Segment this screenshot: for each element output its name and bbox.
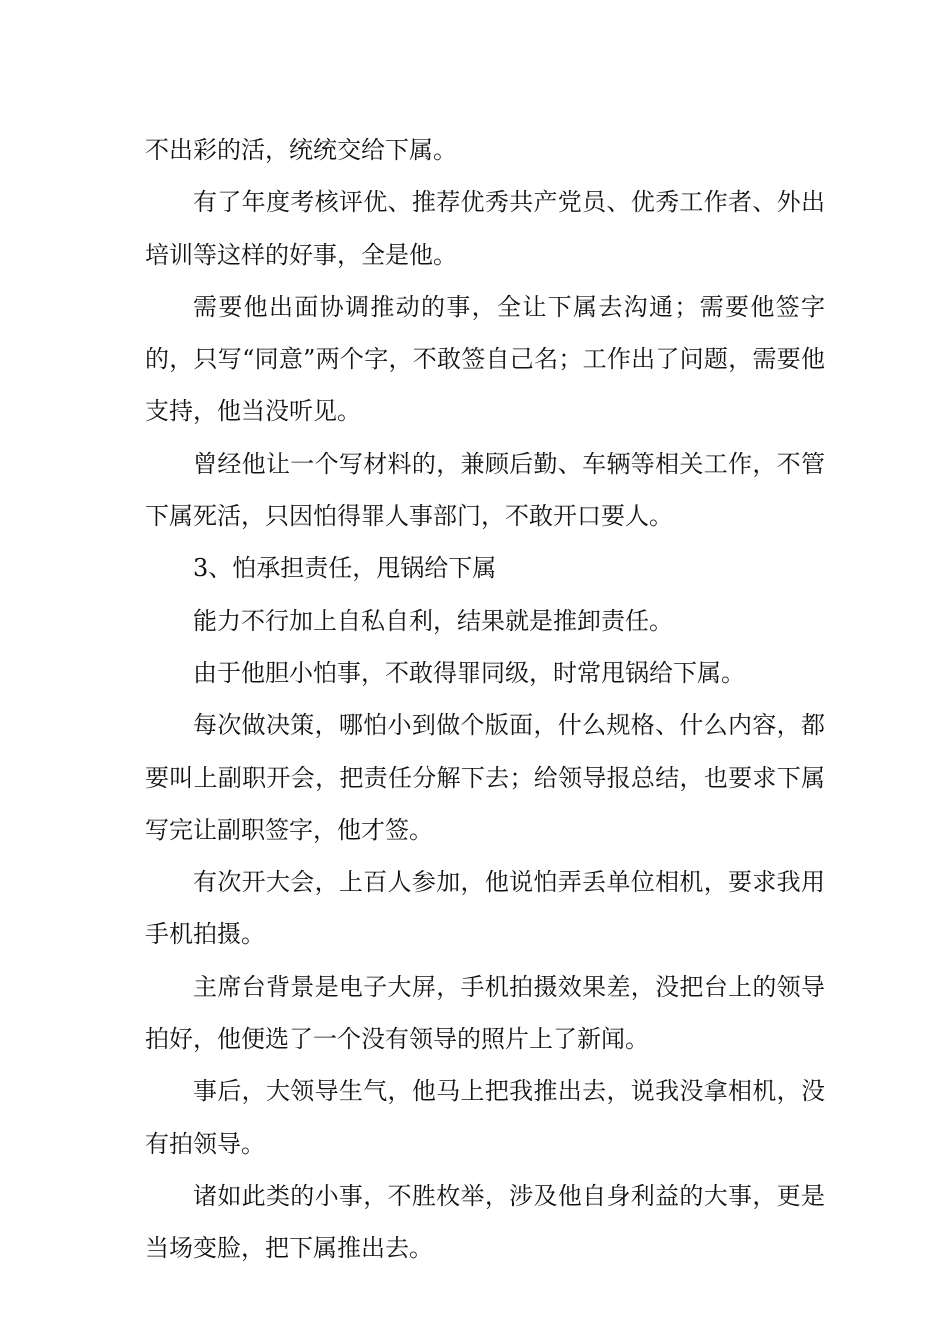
paragraph-continuation: 不出彩的活，统统交给下属。 — [145, 136, 457, 164]
paragraph: 主席台背景是电子大屏，手机拍摄效果差，没把台上的领导拍好，他便选了一个没有领导的照片上了新闻。 — [145, 972, 825, 1054]
paragraph: 能力不行加上自私自利，结果就是推卸责任。 — [193, 606, 673, 635]
paragraph: 由于他胆小怕事，不敢得罪同级，时常甩锅给下属。 — [193, 658, 745, 687]
section-heading: 3、怕承担责任，甩锅给下属 — [193, 554, 497, 583]
paragraph: 有次开大会，上百人参加，他说怕弄丢单位相机，要求我用手机拍摄。 — [145, 868, 825, 949]
paragraph: 事后，大领导生气，他马上把我推出去，说我没拿相机，没有拍领导。 — [145, 1077, 825, 1158]
paragraph: 需要他出面协调推动的事，全让下属去沟通；需要他签字的，只写“同意”两个字，不敢签自己名；工作出了问题，需要他支持，他当没听见。 — [145, 292, 825, 426]
document-body — [145, 124, 825, 1275]
paragraph: 有了年度考核评优、推荐优秀共产党员、优秀工作者、外出培训等这样的好事，全是他。 — [145, 188, 825, 269]
paragraph: 诸如此类的小事，不胜枚举，涉及他自身利益的大事，更是当场变脸，把下属推出去。 — [145, 1181, 825, 1263]
paragraph: 曾经他让一个写材料的，兼顾后勤、车辆等相关工作，不管下属死活，只因怕得罪人事部门，不敢开口要人。 — [145, 449, 825, 531]
paragraph: 每次做决策，哪怕小到做个版面，什么规格、什么内容，都要叫上副职开会，把责任分解下去；给领导报总结，也要求下属写完让副职签字，他才签。 — [145, 711, 825, 844]
